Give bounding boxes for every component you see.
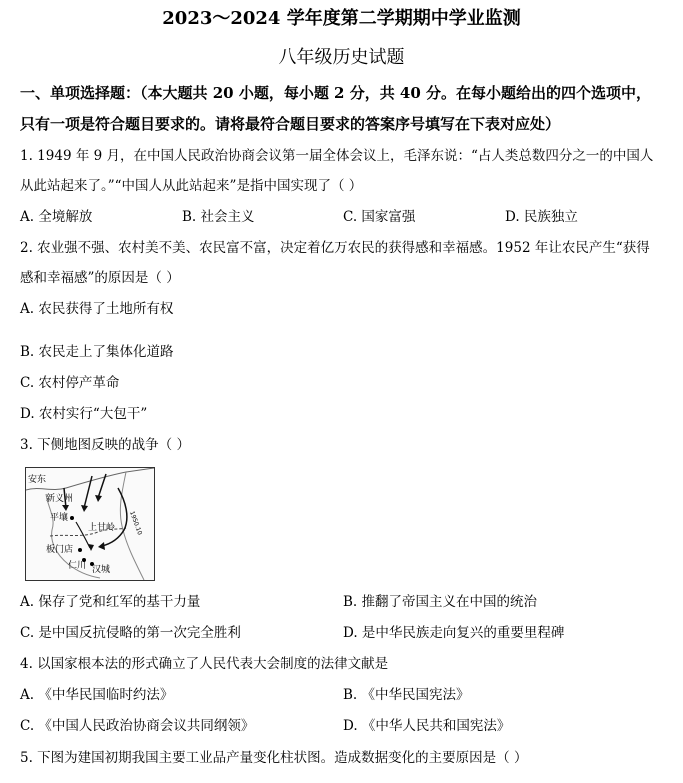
section-heading-line-2: 只有一项是符合题目要求的。请将最符合题目要求的答案序号填写在下表对应处） (20, 115, 561, 133)
question-5-stem: 5. 下图为建国初期我国主要工业品产量变化柱状图。造成数据变化的主要原因是（ ） (20, 750, 528, 766)
question-2-stem-line-1: 2. 农业强不强、农村美不美、农民富不富，决定着亿万农民的获得感和幸福感。1952 年让农民产生“获得 (20, 240, 650, 256)
map-label-pyongyang: 平壤 (50, 513, 69, 523)
question-3-stem: 3. 下侧地图反映的战争（ ） (20, 437, 190, 453)
question-1-option-a: A. 全境解放 (20, 209, 93, 225)
question-4-option-b: B. 《中华民国宪法》 (343, 687, 470, 703)
map-label-panmunjom: 板门店 (46, 545, 74, 555)
question-4-option-a: A. 《中华民国临时约法》 (20, 687, 174, 703)
question-4-option-c: C. 《中国人民政治协商会议共同纲领》 (20, 718, 255, 734)
exam-subtitle: 八年级历史试题 (278, 47, 405, 68)
question-3-option-d: D. 是中华民族走向复兴的重要里程碑 (343, 625, 565, 641)
map-label-sinuiju: 新义州 (46, 494, 74, 504)
question-1-option-d: D. 民族独立 (505, 209, 578, 225)
question-2-option-a: A. 农民获得了土地所有权 (20, 301, 174, 317)
question-3-option-b: B. 推翻了帝国主义在中国的统治 (343, 594, 538, 610)
section-heading-line-1: 一、单项选择题：（本大题共 20 小题，每小题 2 分，共 40 分。在每小题给出的四个选项中， (20, 84, 652, 102)
map-label-shangganling: 上甘岭 (88, 523, 116, 533)
question-2-option-d: D. 农村实行“大包干” (20, 406, 148, 422)
map-label-seoul: 汉城 (92, 565, 111, 575)
map-label-incheon: 仁川 (68, 561, 87, 571)
question-3-option-c: C. 是中国反抗侵略的第一次完全胜利 (20, 625, 241, 641)
question-4-stem: 4. 以国家根本法的形式确立了人民代表大会制度的法律文献是 (20, 656, 389, 672)
question-1-stem-line-1: 1. 1949 年 9 月，在中国人民政治协商会议第一届全体会议上，毛泽东说：“占人类总数四分之一的中国人 (20, 148, 654, 164)
question-1-option-c: C. 国家富强 (343, 209, 416, 225)
question-2-stem-line-2: 感和幸福感”的原因是（ ） (20, 270, 180, 286)
question-1-stem-line-2: 从此站起来了。”“中国人从此站起来”是指中国实现了（ ） (20, 178, 363, 194)
question-2-option-b: B. 农民走上了集体化道路 (20, 344, 174, 360)
exam-title: 2023～2024 学年度第二学期期中学业监测 (162, 8, 521, 29)
question-3-option-a: A. 保存了党和红军的基干力量 (20, 594, 201, 610)
map-label-date: 1950.10 (128, 510, 144, 537)
question-4-option-d: D. 《中华人民共和国宪法》 (343, 718, 511, 734)
map-label-andong: 安东 (28, 475, 47, 485)
korean-war-map (25, 467, 155, 581)
question-1-option-b: B. 社会主义 (182, 209, 255, 225)
question-2-option-c: C. 农村停产革命 (20, 375, 120, 391)
